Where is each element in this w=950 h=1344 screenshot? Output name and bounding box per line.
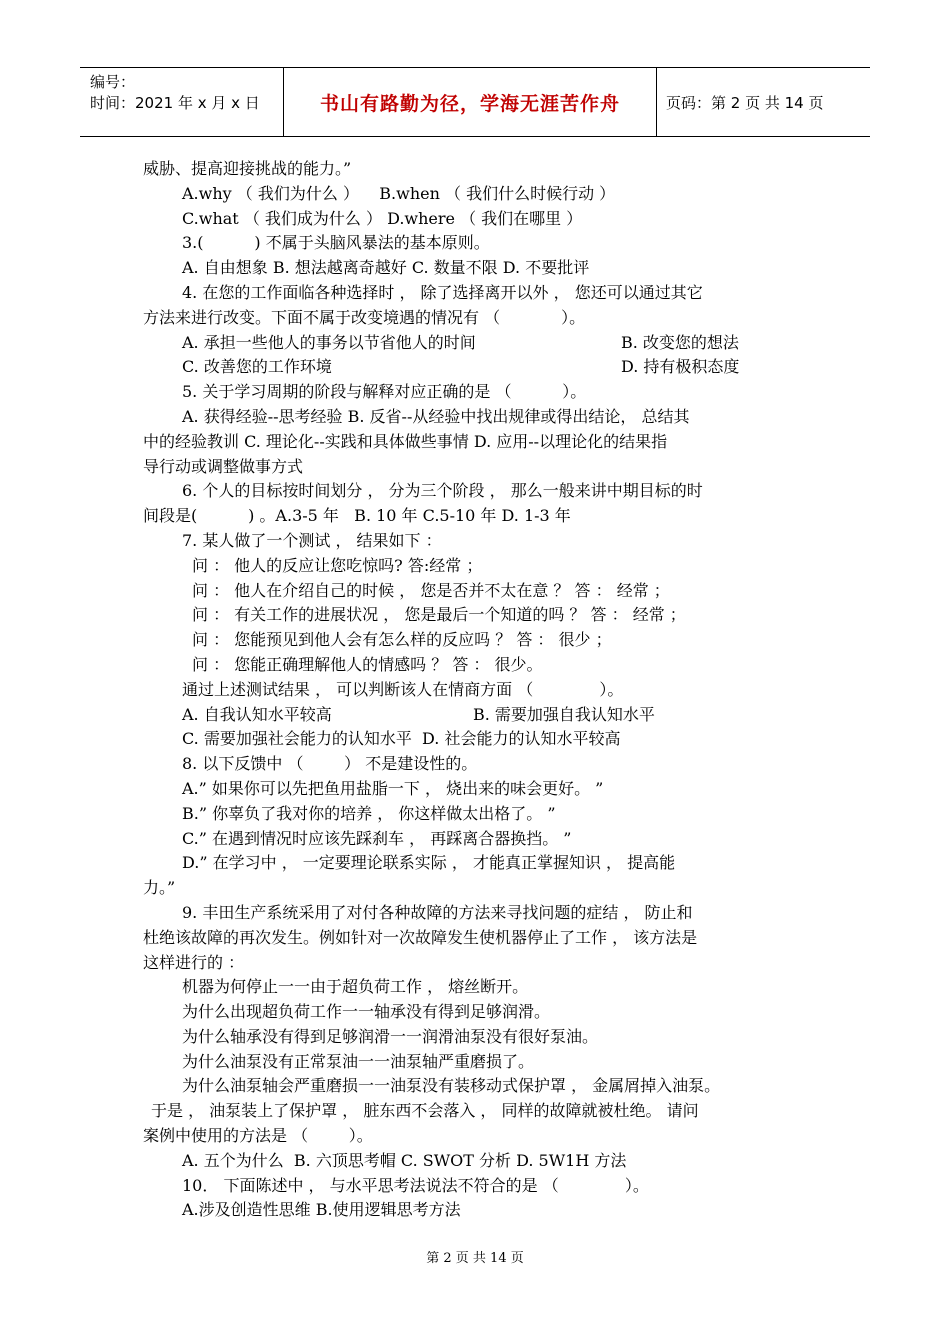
text-line: 通过上述测试结果 ， 可以判断该人在情商方面 （ ）。 (182, 679, 624, 699)
text-line: 为什么油泵没有正常泵油一一油泵轴严重磨损了。 (182, 1051, 535, 1071)
question-option: A. 承担一些他人的事务以节省他人的时间 (182, 332, 476, 352)
text-line: 力。” (143, 878, 176, 898)
question-option: A. 自我认知水平较高 (182, 704, 332, 724)
question-5: 5. 关于学习周期的阶段与解释对应正确的是 （ ）。 (182, 382, 587, 402)
question-option: C.what （ 我们成为什么 ） D.where （ 我们在哪里 ） (182, 208, 583, 228)
question-option: A. 五个为什么 B. 六顶思考帽 C. SWOT 分析 D. 5W1H 方法 (182, 1150, 627, 1170)
test-question: 问 ： 有关工作的进展状况 ， 您是最后一个知道的吗 ？ 答 ： 经常 ； (192, 605, 686, 625)
question-option: A.” 如果你可以先把鱼用盐脂一下 ， 烧出来的味会更好。 ” (182, 778, 604, 798)
question-option: A.why （ 我们为什么 ） B.when （ 我们什么时候行动 ） (182, 183, 616, 203)
text-line: 杜绝该故障的再次发生。例如针对一次故障发生使机器停止了工作 ， 该方法是 (143, 927, 698, 947)
text-line: 中的经验教训 C. 理论化--实践和具体做些事情 D. 应用--以理论化的结果指 (143, 431, 668, 451)
question-option-row (143, 331, 813, 356)
page-header (80, 67, 870, 137)
question-7: 7. 某人做了一个测试 ， 结果如下 ： (182, 530, 442, 550)
test-question: 问 ： 他人的反应让您吃惊吗? 答:经常 ； (192, 555, 483, 575)
question-option: A. 自由想象 B. 想法越离奇越好 C. 数量不限 D. 不要批评 (182, 258, 590, 278)
text-line: 间段是( ) 。A.3-5 年 B. 10 年 C.5-10 年 D. 1-3 年 (143, 506, 571, 526)
text-line: 为什么出现超负荷工作一一轴承没有得到足够润滑。 (182, 1002, 551, 1022)
page-footer: 第 2 页 共 14 页 (426, 1251, 524, 1266)
test-question: 问 ： 您能预见到他人会有怎么样的反应吗 ？ 答 ： 很少 ； (192, 630, 612, 650)
question-option: B. 需要加强自我认知水平 (473, 704, 655, 724)
question-option: D.” 在学习中 ， 一定要理论联系实际 ， 才能真正掌握知识 ， 提高能 (182, 853, 676, 873)
question-option: A.涉及创造性思维 B.使用逻辑思考方法 (182, 1200, 461, 1220)
question-8: 8. 以下反馈中 （ ） 不是建设性的。 (182, 754, 478, 774)
document-body (143, 157, 813, 1223)
question-option-row (143, 355, 813, 380)
question-option: D. 持有极积态度 (621, 357, 740, 377)
doc-date: 时间：2021 年 x 月 x 日 (90, 94, 260, 112)
test-question: 问 ： 您能正确理解他人的情感吗 ？ 答 ： 很少。 (192, 654, 543, 674)
text-line: 为什么油泵轴会严重磨损一一油泵没有装移动式保护罩 ， 金属屑掉入油泵。 (182, 1076, 721, 1096)
question-option: B. 改变您的想法 (621, 332, 739, 352)
test-question: 问 ： 他人在介绍自己的时候 ， 您是否并不太在意 ？ 答 ： 经常 ； (192, 580, 670, 600)
question-9: 9. 丰田生产系统采用了对付各种故障的方法来寻找问题的症结 ， 防止和 (182, 902, 693, 922)
header-divider (656, 68, 657, 136)
text-line: 机器为何停止一一由于超负荷工作 ， 熔丝断开。 (182, 977, 529, 997)
question-10: 10． 下面陈述中 ， 与水平思考法说法不符合的是 （ ）。 (182, 1175, 649, 1195)
header-motto: 书山有路勤为径，学海无涯苦作舟 (319, 92, 620, 115)
question-option: B.” 你辜负了我对你的培养 ， 你这样做太出格了。 ” (182, 803, 556, 823)
question-option: C. 改善您的工作环境 (182, 357, 332, 377)
question-option: C. 需要加强社会能力的认知水平 D. 社会能力的认知水平较高 (182, 729, 621, 749)
text-line: 导行动或调整做事方式 (143, 456, 304, 476)
text-line: 为什么轴承没有得到足够润滑一一润滑油泵没有很好泵油。 (182, 1026, 599, 1046)
header-page-number: 页码：第 2 页 共 14 页 (666, 93, 824, 112)
text-line: 方法来进行改变。下面不属于改变境遇的情况有 （ ）。 (143, 307, 586, 327)
question-4: 4. 在您的工作面临各种选择时 ， 除了选择离开以外 ， 您还可以通过其它 (182, 282, 703, 302)
question-option: A. 获得经验--思考经验 B. 反省--从经验中找出规律或得出结论， 总结其 (182, 406, 690, 426)
doc-number-label: 编号： (90, 73, 136, 91)
text-line: 威胁、提高迎接挑战的能力。” (143, 159, 352, 178)
question-3: 3.( ) 不属于头脑风暴法的基本原则。 (182, 233, 490, 253)
question-option: C.” 在遇到情况时应该先踩刹车 ， 再踩离合器换挡。 ” (182, 828, 572, 848)
question-6: 6. 个人的目标按时间划分 ， 分为三个阶段 ， 那么一般来讲中期目标的时 (182, 481, 703, 501)
header-left-cell (90, 72, 260, 114)
text-line: 这样进行的 ： (143, 952, 245, 972)
text-line: 于是 ， 油泵装上了保护罩 ， 脏东西不会落入 ， 同样的故障就被杜绝。 请问 (151, 1101, 699, 1121)
question-option-row (143, 703, 813, 728)
text-line: 案例中使用的方法是 （ ）。 (143, 1126, 373, 1146)
